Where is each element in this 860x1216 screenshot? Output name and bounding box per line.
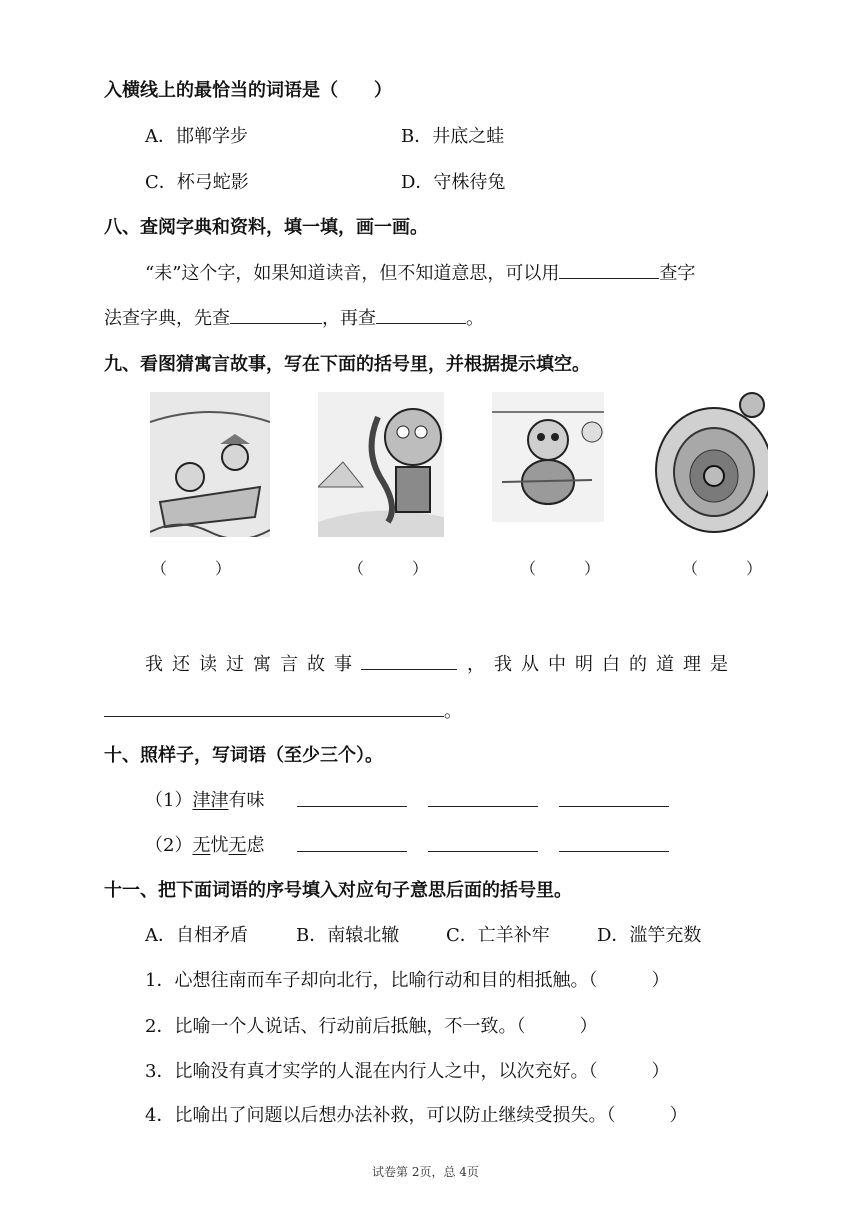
q9-answer-1[interactable]: （ ） (151, 559, 232, 578)
q11-option-b: B．南辕北辙 (296, 925, 400, 946)
q10-item-1-blank-3[interactable] (559, 788, 669, 807)
q10-item-2 (145, 831, 264, 857)
q8-blank-first[interactable] (230, 305, 322, 324)
frog-in-well-cartoon (652, 390, 768, 537)
q8-line1-text-a: “耒”这个字，如果知道读音，但不知道意思，可以用 (145, 263, 560, 284)
q11-option-d: D．滥竽充数 (597, 925, 702, 946)
q10-item-2-rest: 虑 (246, 835, 265, 856)
q8-blank-second[interactable] (376, 305, 466, 324)
q10-item-2-num: （2） (145, 835, 193, 856)
q11-sentence-3[interactable]: 3．比喻没有真才实学的人混在内行人之中，以次充好。（ ） (145, 1061, 670, 1082)
q7-option-c: C．杯弓蛇影 (145, 172, 249, 193)
q8-line2-text-b: ，再查 (322, 308, 376, 329)
q11-option-a: A．自相矛盾 (145, 925, 248, 946)
q9-answer-3[interactable]: （ ） (520, 559, 601, 578)
q10-title: 十、照样子，写词语（至少三个）。 (104, 745, 383, 766)
q9-answer-4[interactable]: （ ） (682, 559, 763, 578)
q7-option-b: B．井底之蛙 (401, 126, 505, 147)
q9-fill-line-2 (104, 697, 462, 723)
q10-item-2-underlined-1: 无 (192, 835, 211, 856)
q9-blank-story[interactable] (361, 651, 457, 670)
q9-fill-text-b: ，我从中明白的道理是 (467, 654, 737, 675)
q10-item-2-blank-3[interactable] (559, 833, 669, 852)
q10-item-1-blank-1[interactable] (297, 788, 407, 807)
q8-line2 (104, 304, 484, 330)
q10-item-2-blank-1[interactable] (297, 833, 407, 852)
q9-title: 九、看图猜寓言故事，写在下面的括号里，并根据提示填空。 (104, 354, 590, 375)
q8-title: 八、查阅字典和资料，填一填，画一画。 (104, 217, 428, 238)
q9-fill-end: 。 (444, 701, 462, 722)
q10-item-1 (145, 786, 264, 812)
q11-sentence-4[interactable]: 4．比喻出了问题以后想办法补救，可以防止继续受损失。（ ） (145, 1105, 688, 1126)
q10-item-1-underlined: 津津 (192, 790, 229, 811)
q7-option-d: D．守株待兔 (401, 172, 506, 193)
q8-line2-text-a: 法查字典，先查 (104, 308, 230, 329)
q11-option-c: C．亡羊补牢 (446, 925, 550, 946)
q8-line2-text-c: 。 (466, 308, 484, 329)
q10-item-1-blank-2[interactable] (428, 788, 538, 807)
q8-line1-text-b: 查字 (659, 263, 696, 284)
q9-answer-2[interactable]: （ ） (348, 559, 429, 578)
q8-blank-method[interactable] (559, 260, 659, 279)
q9-blank-lesson[interactable] (104, 698, 444, 717)
q10-item-2-mid: 忧 (210, 835, 229, 856)
q7-option-a: A．邯郸学步 (145, 126, 248, 147)
turtle-cartoon (492, 392, 604, 522)
q8-line1 (145, 259, 695, 285)
q11-sentence-1[interactable]: 1．心想往南而车子却向北行，比喻行动和目的相抵触。（ ） (145, 970, 670, 991)
q9-fill-text-a: 我还读过寓言故事 (145, 654, 361, 675)
q11-title: 十一、把下面词语的序号填入对应句子意思后面的括号里。 (104, 880, 572, 901)
q10-item-2-underlined-2: 无 (228, 835, 247, 856)
q7-stem: 入横线上的最恰当的词语是（ ） (104, 80, 392, 101)
page-footer: 试卷第 2页，总 4页 (372, 1165, 479, 1179)
q10-item-1-rest: 有味 (228, 790, 265, 811)
q10-item-2-blank-2[interactable] (428, 833, 538, 852)
q10-item-1-num: （1） (145, 790, 193, 811)
q11-sentence-2[interactable]: 2．比喻一个人说话、行动前后抵触，不一致。（ ） (145, 1016, 598, 1037)
snake-cartoon (318, 392, 444, 537)
q9-fill-line (145, 650, 737, 676)
boat-sword-cartoon (150, 392, 270, 537)
